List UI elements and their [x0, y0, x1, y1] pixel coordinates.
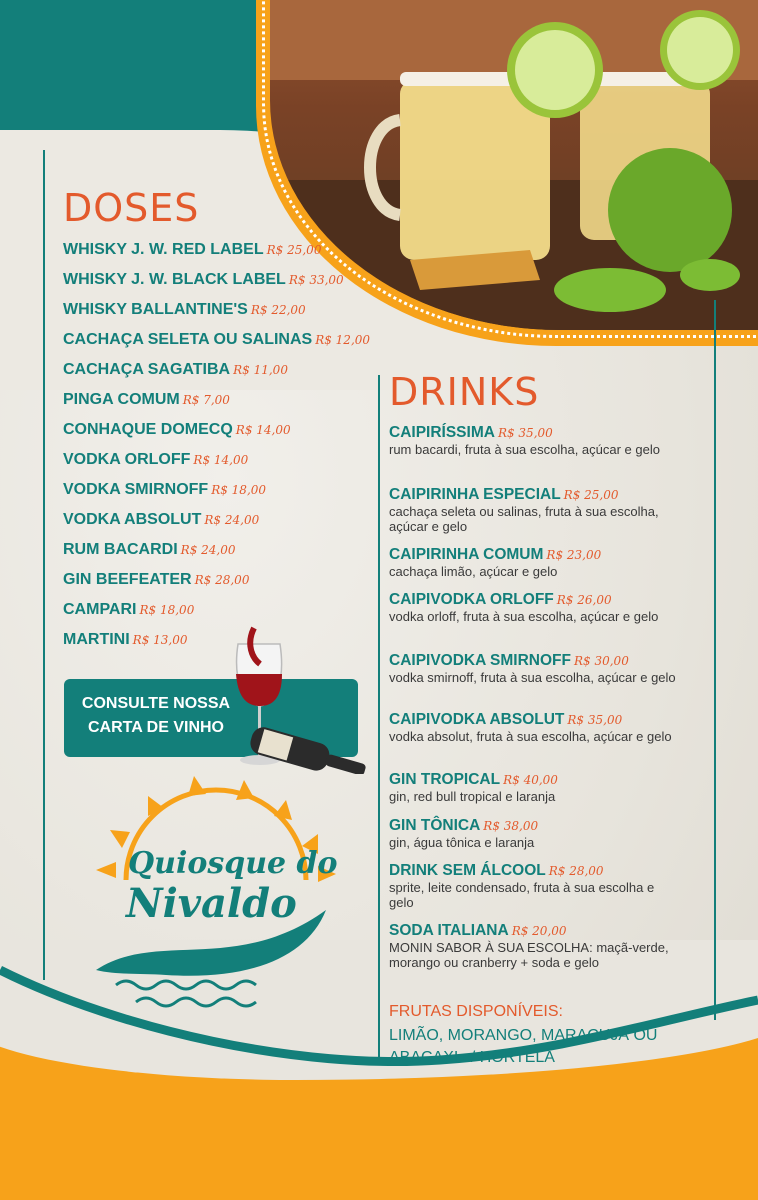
drink-name: CAIPIRINHA ESPECIAL: [389, 486, 561, 503]
drink-price: R$ 28,00: [548, 864, 604, 878]
dose-item: [63, 241, 321, 259]
dose-name: CONHAQUE DOMECQ: [63, 421, 233, 438]
dose-item: [63, 451, 248, 469]
dose-price: R$ 25,00: [266, 243, 322, 257]
drink-heading: [389, 922, 679, 940]
dose-price: R$ 11,00: [233, 363, 288, 377]
drink-item: [389, 546, 679, 579]
drink-heading: [389, 711, 679, 729]
teal-corner-block: [0, 0, 270, 150]
drink-name: CAIPIVODKA ORLOFF: [389, 591, 554, 608]
dose-name: WHISKY BALLANTINE'S: [63, 301, 248, 318]
dose-price: R$ 12,00: [315, 333, 371, 347]
drink-heading: [389, 486, 679, 504]
dose-name: VODKA ORLOFF: [63, 451, 191, 468]
drink-heading: [389, 862, 679, 880]
drink-heading: [389, 591, 679, 609]
drink-item: [389, 711, 679, 744]
dose-price: R$ 7,00: [182, 393, 230, 407]
logo-line-2: Nivaldo: [126, 880, 297, 927]
drink-name: CAIPIVODKA SMIRNOFF: [389, 652, 571, 669]
drink-item: [389, 652, 679, 685]
dose-item: [63, 571, 249, 589]
dose-price: R$ 14,00: [193, 453, 249, 467]
dose-item: [63, 601, 194, 619]
drink-price: R$ 20,00: [511, 924, 567, 938]
drink-item: [389, 862, 679, 910]
dose-name: MARTINI: [63, 631, 130, 648]
wine-line-2: CARTA DE VINHO: [88, 719, 224, 736]
drink-name: CAIPIRÍSSIMA: [389, 424, 495, 441]
drink-price: R$ 35,00: [497, 426, 553, 440]
dose-name: CACHAÇA SELETA OU SALINAS: [63, 331, 313, 348]
middle-guide-line: [378, 375, 380, 1065]
fruits-list: LIMÃO, MORANGO, MARACUJÁ OU ABACAXI c/ HORTELÃ: [389, 1027, 658, 1066]
drinks-title: DRINKS: [389, 370, 540, 414]
dose-price: R$ 18,00: [139, 603, 195, 617]
drink-description: vodka orloff, fruta à sua escolha, açúcar e gelo: [389, 609, 659, 624]
dose-price: R$ 14,00: [235, 423, 291, 437]
drink-price: R$ 35,00: [567, 713, 623, 727]
doses-title: DOSES: [63, 186, 200, 230]
drink-name: GIN TROPICAL: [389, 771, 501, 788]
dose-item: [63, 481, 266, 499]
drink-name: GIN TÔNICA: [389, 817, 481, 834]
dose-item: [63, 541, 236, 559]
drink-price: R$ 23,00: [546, 548, 602, 562]
drink-item: [389, 922, 679, 970]
drink-description: gin, red bull tropical e laranja: [389, 789, 556, 804]
drink-price: R$ 40,00: [503, 773, 558, 787]
dose-item: [63, 391, 230, 409]
dose-item: [63, 421, 291, 439]
dose-price: R$ 18,00: [211, 483, 267, 497]
drink-heading: [389, 771, 679, 789]
wine-glass-bottle-icon: [226, 624, 376, 774]
drink-description: cachaça seleta ou salinas, fruta à sua escolha, açúcar e gelo: [389, 504, 659, 534]
drink-heading: [389, 817, 679, 835]
drink-item: [389, 424, 679, 457]
drink-item: [389, 591, 679, 624]
right-guide-line: [714, 300, 716, 1020]
dose-price: R$ 22,00: [250, 303, 306, 317]
dose-price: R$ 28,00: [194, 573, 250, 587]
dose-price: R$ 33,00: [288, 273, 344, 287]
drink-description: rum bacardi, fruta à sua escolha, açúcar e gelo: [389, 442, 660, 457]
dose-item: [63, 511, 259, 529]
dose-price: R$ 24,00: [204, 513, 260, 527]
wine-list-text: [66, 692, 246, 740]
drink-description: gin, água tônica e laranja: [389, 835, 535, 850]
drink-name: CAIPIVODKA ABSOLUT: [389, 711, 565, 728]
logo-line-1: Quiosque do: [128, 846, 338, 881]
drink-description: sprite, leite condensado, fruta à sua escolha e gelo: [389, 880, 655, 910]
drink-description: vodka absolut, fruta à sua escolha, açúcar e gelo: [389, 729, 672, 744]
drink-price: R$ 30,00: [573, 654, 629, 668]
drink-description: vodka smirnoff, fruta à sua escolha, açúcar e gelo: [389, 670, 676, 685]
dose-item: [63, 361, 288, 379]
dose-name: GIN BEEFEATER: [63, 571, 192, 588]
drink-price: R$ 38,00: [483, 819, 539, 833]
dose-name: RUM BACARDI: [63, 541, 178, 558]
drink-heading: [389, 546, 679, 564]
dose-name: WHISKY J. W. RED LABEL: [63, 241, 264, 258]
dose-price: R$ 24,00: [180, 543, 236, 557]
drink-price: R$ 25,00: [563, 488, 619, 502]
drink-name: DRINK SEM ÁLCOOL: [389, 862, 546, 879]
drink-price: R$ 26,00: [556, 593, 612, 607]
dose-name: VODKA ABSOLUT: [63, 511, 202, 528]
dose-item: [63, 301, 306, 319]
drink-description: cachaça limão, açúcar e gelo: [389, 564, 558, 579]
dose-name: PINGA COMUM: [63, 391, 180, 408]
dose-item: [63, 631, 188, 649]
drink-heading: [389, 424, 679, 442]
drink-name: SODA ITALIANA: [389, 922, 509, 939]
drink-item: [389, 486, 679, 534]
wine-line-1: CONSULTE NOSSA: [81, 695, 231, 712]
drink-heading: [389, 652, 679, 670]
drink-item: [389, 817, 679, 850]
dose-name: CAMPARI: [63, 601, 137, 618]
dose-name: WHISKY J. W. BLACK LABEL: [63, 271, 286, 288]
drink-name: CAIPIRINHA COMUM: [389, 546, 544, 563]
dose-item: [63, 331, 370, 349]
dose-name: VODKA SMIRNOFF: [63, 481, 209, 498]
dose-price: R$ 13,00: [132, 633, 188, 647]
drink-item: [389, 771, 679, 804]
left-guide-line: [43, 150, 45, 980]
dose-item: [63, 271, 344, 289]
fruits-heading: FRUTAS DISPONÍVEIS:: [389, 1003, 563, 1020]
drink-description: MONIN SABOR À SUA ESCOLHA: maçã-verde, morango ou cranberry + soda e gelo: [389, 940, 669, 970]
dose-name: CACHAÇA SAGATIBA: [63, 361, 231, 378]
